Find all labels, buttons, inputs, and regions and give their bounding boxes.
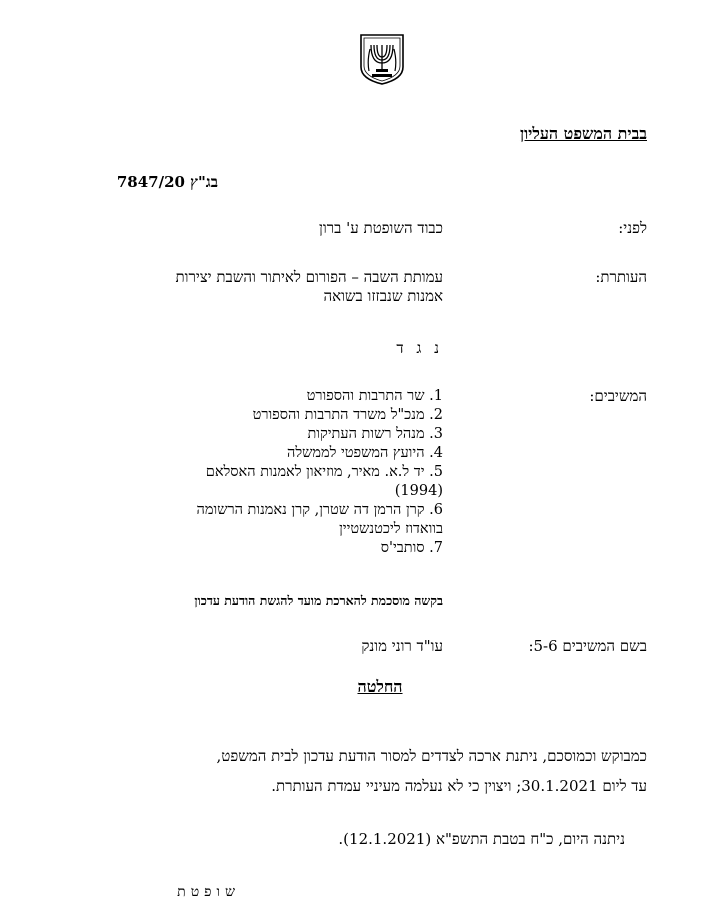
respondent-item: 3. מנהל רשות העתיקות <box>307 426 443 442</box>
counsel-name: עו"ד רוני מונק <box>361 637 443 655</box>
petitioner-name <box>176 268 443 306</box>
petitioner-line: אמנות שנבזזו בשואה <box>323 287 443 305</box>
respondent-item: בוואדוז ליכטנשטיין <box>339 521 443 537</box>
respondent-item: 1. שר התרבות והספורט <box>306 388 443 404</box>
respondent-item: 4. היועץ המשפטי לממשלה <box>286 445 443 461</box>
respondent-item: (1994) <box>394 483 443 499</box>
respondent-item: 7. סותבי'ס <box>380 540 443 556</box>
petitioner-label: העותרת: <box>595 268 647 286</box>
judge-name: כבוד השופטת ע' ברון <box>319 219 443 237</box>
decision-body <box>217 741 647 801</box>
decision-title: החלטה <box>357 677 403 696</box>
counsel-label: בשם המשיבים 5-6: <box>528 637 647 655</box>
respondents-label: המשיבים: <box>589 387 647 405</box>
respondent-item: 5. יד ל.א. מאיר, מוזיאון לאמנות האסלאם <box>205 464 443 480</box>
decision-line: כמבוקש וכמוסכם, ניתנת ארכה לצדדים למסור הודעת עדכון לבית המשפט, <box>216 747 647 765</box>
given-date: ניתנה היום, כ"ח בטבת התשפ"א (12.1.2021). <box>338 830 625 848</box>
before-label: לפני: <box>618 219 647 237</box>
decision-line: עד ליום 30.1.2021; ויצוין כי לא נעלמה מעיניי עמדת העותרת. <box>271 777 647 795</box>
state-emblem-icon <box>357 33 407 85</box>
petitioner-line: עמותת השבה – הפורום לאיתור והשבת יצירות <box>175 268 443 286</box>
case-number: בג"ץ 7847/20 <box>116 173 218 191</box>
judge-signature: שופטת <box>177 884 240 900</box>
respondents-list <box>197 387 443 558</box>
respondent-item: 6. קרן הרמן דה שטרן, קרן נאמנות הרשומה <box>196 502 443 518</box>
court-name: בבית המשפט העליון <box>519 124 647 143</box>
respondent-item: 2. מנכ"ל משרד התרבות והספורט <box>252 407 443 423</box>
request-title: בקשה מוסכמת להארכת מועד להגשת הודעת עדכון <box>194 593 443 608</box>
versus-label: נ ג ד <box>396 339 443 357</box>
